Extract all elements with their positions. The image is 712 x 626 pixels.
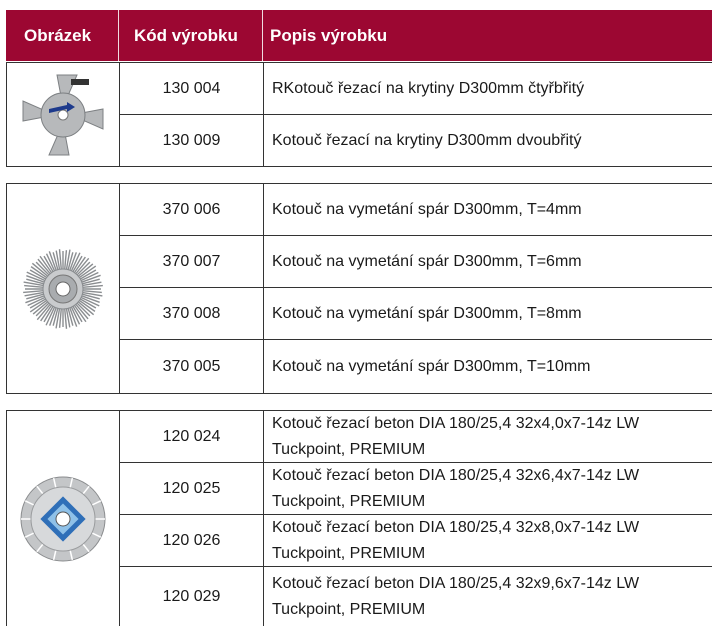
header-divider — [118, 10, 119, 61]
product-description: Kotouč na vymetání spár D300mm, T=4mm — [272, 200, 582, 218]
table-row — [120, 515, 712, 567]
product-description: Kotouč na vymetání spár D300mm, T=10mm — [272, 357, 591, 375]
table-row — [120, 236, 712, 288]
product-code: 120 024 — [120, 411, 264, 462]
table-row — [120, 288, 712, 340]
product-code: 130 009 — [120, 115, 264, 166]
table-header — [6, 10, 712, 61]
product-code: 370 006 — [120, 184, 264, 235]
table-row — [120, 184, 712, 236]
table-row — [120, 567, 712, 626]
product-code: 130 004 — [120, 63, 264, 114]
header-desc-label: Popis výrobku — [270, 26, 388, 45]
product-description: Kotouč na vymetání spár D300mm, T=8mm — [272, 304, 582, 322]
product-group-cutting-blades — [6, 62, 712, 167]
header-image-label: Obrázek — [24, 26, 92, 45]
product-description: Kotouč řezací beton DIA 180/25,4 32x4,0x7-14z LW Tuckpoint, PREMIUM — [272, 414, 640, 458]
product-code: 120 029 — [120, 567, 264, 626]
table-row — [120, 63, 712, 115]
product-code: 370 007 — [120, 236, 264, 287]
product-image-cell — [7, 411, 120, 626]
product-description: Kotouč řezací na krytiny D300mm dvoubřitý — [272, 131, 582, 149]
product-group-diamond-discs — [6, 410, 712, 626]
joint-sweeping-wire-disc-icon — [18, 244, 108, 334]
product-group-sweeping-discs — [6, 183, 712, 394]
product-description: Kotouč řezací beton DIA 180/25,4 32x9,6x7-14z LW Tuckpoint, PREMIUM — [272, 574, 640, 618]
product-description: Kotouč řezací beton DIA 180/25,4 32x6,4x7-14z LW Tuckpoint, PREMIUM — [272, 466, 640, 510]
product-image-cell — [7, 184, 120, 393]
four-tooth-cutting-blade-icon — [20, 72, 106, 158]
product-code: 120 026 — [120, 515, 264, 566]
header-code-label: Kód výrobku — [134, 26, 238, 45]
product-description: Kotouč na vymetání spár D300mm, T=6mm — [272, 252, 582, 270]
product-description: Kotouč řezací beton DIA 180/25,4 32x8,0x7-14z LW Tuckpoint, PREMIUM — [272, 518, 640, 562]
header-divider — [262, 10, 263, 61]
table-row — [120, 115, 712, 166]
product-code: 120 025 — [120, 463, 264, 514]
table-row — [120, 463, 712, 515]
table-row — [120, 411, 712, 463]
diamond-concrete-cutting-disc-icon — [19, 475, 107, 563]
product-image-cell — [7, 63, 120, 166]
product-code: 370 005 — [120, 340, 264, 393]
product-description: RKotouč řezací na krytiny D300mm čtyřbřitý — [272, 79, 585, 97]
table-row — [120, 340, 712, 393]
product-code: 370 008 — [120, 288, 264, 339]
